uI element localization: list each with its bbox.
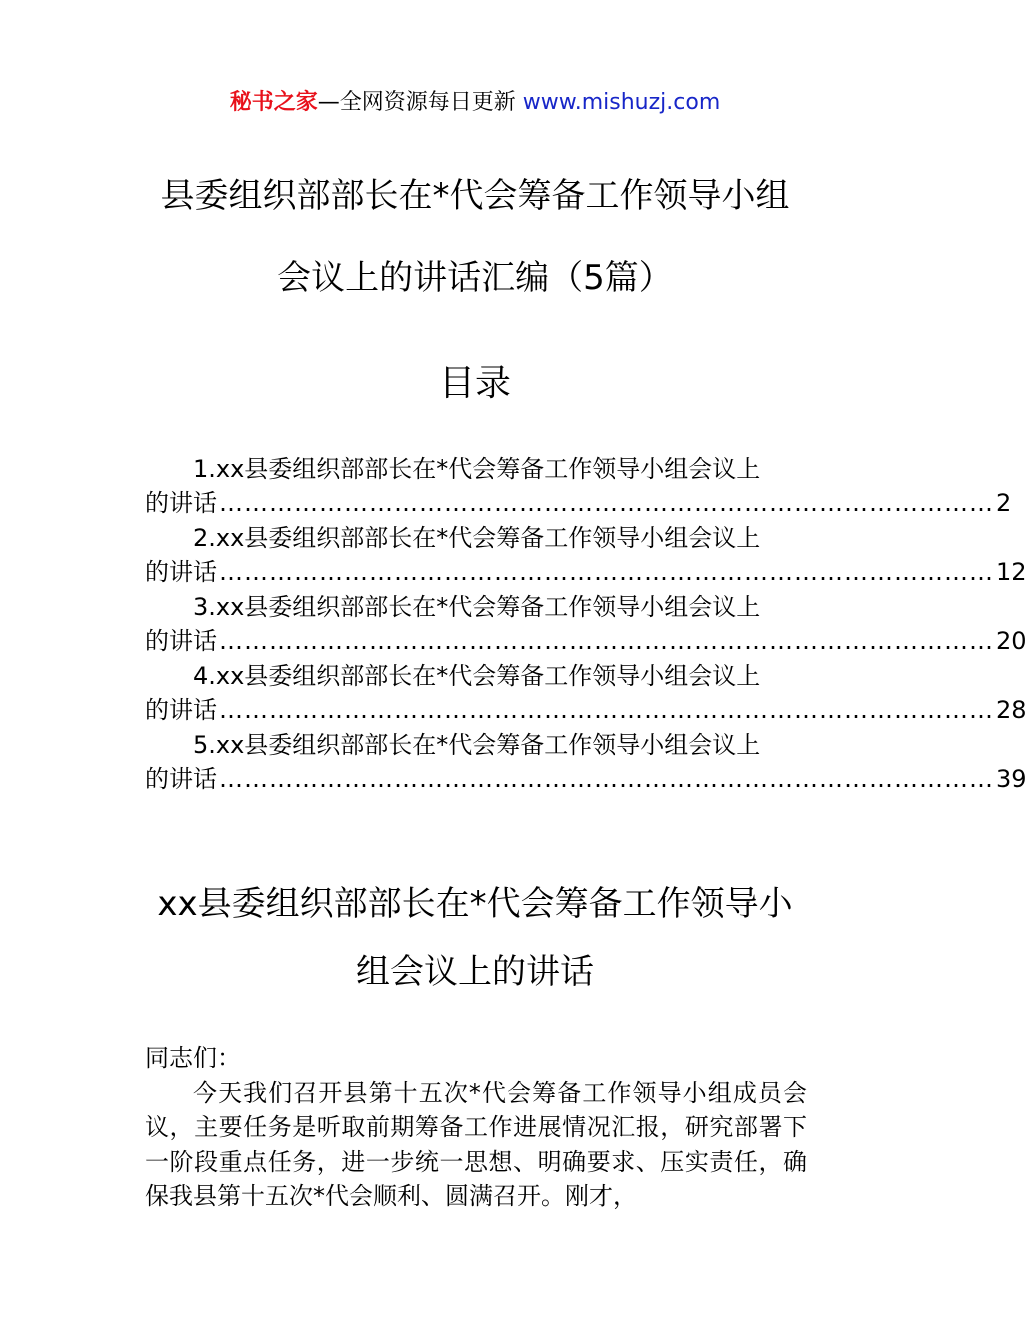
toc-entry-title: 5.xx县委组织部部长在*代会筹备工作领导小组会议上 bbox=[193, 731, 761, 759]
toc-entry[interactable] bbox=[145, 452, 1012, 521]
toc-leader-dots: ………………………………………………………………………………… bbox=[219, 627, 994, 655]
toc-heading: 目录 bbox=[438, 363, 511, 404]
toc-entry-title: 3.xx县委组织部部长在*代会筹备工作领导小组会议上 bbox=[193, 593, 761, 621]
article-salutation: 同志们： bbox=[145, 1044, 241, 1072]
article-title-line-2: 组会议上的讲话 bbox=[356, 952, 594, 992]
toc-page-number: 28 bbox=[996, 696, 1027, 724]
toc-entry-title-cont: 的讲话 bbox=[145, 765, 217, 793]
toc-page-number: 39 bbox=[996, 765, 1027, 793]
site-url-link[interactable]: www.mishuzj.com bbox=[522, 90, 721, 115]
toc-entry-title: 4.xx县委组织部部长在*代会筹备工作领导小组会议上 bbox=[193, 662, 761, 690]
toc-leader-dots: ………………………………………………………………………………… bbox=[219, 558, 994, 586]
document-title-line-1: 县委组织部部长在*代会筹备工作领导小组 bbox=[160, 176, 790, 216]
toc-entry[interactable] bbox=[145, 659, 1027, 728]
article-paragraph: 今天我们召开县第十五次*代会筹备工作领导小组成员会议，主要任务是听取前期筹备工作进展情况汇报，研究部署下一阶段重点任务，进一步统一思想、明确要求、压实责任，确保我县第十五次*代会顺利、圆满召开。刚才， bbox=[145, 1078, 807, 1210]
toc-entry[interactable] bbox=[145, 728, 1027, 797]
toc-entry-title-cont: 的讲话 bbox=[145, 696, 217, 724]
site-brand: 秘书之家 bbox=[229, 90, 318, 115]
toc-page-number: 2 bbox=[996, 489, 1012, 517]
site-tagline: —全网资源每日更新 bbox=[317, 90, 516, 115]
toc-entry-title-cont: 的讲话 bbox=[145, 627, 217, 655]
article-body bbox=[145, 1041, 807, 1214]
toc-page-number: 20 bbox=[996, 627, 1027, 655]
toc-leader-dots: ………………………………………………………………………………… bbox=[219, 696, 994, 724]
toc-entry-title: 1.xx县委组织部部长在*代会筹备工作领导小组会议上 bbox=[193, 455, 761, 483]
article-title-line-1: xx县委组织部部长在*代会筹备工作领导小 bbox=[157, 884, 793, 924]
toc-entry-title-cont: 的讲话 bbox=[145, 558, 217, 586]
toc-leader-dots: ………………………………………………………………………………… bbox=[219, 489, 994, 517]
table-of-contents bbox=[145, 452, 1027, 797]
toc-entry[interactable] bbox=[145, 590, 1027, 659]
toc-leader-dots: ………………………………………………………………………………… bbox=[219, 765, 994, 793]
toc-entry-title: 2.xx县委组织部部长在*代会筹备工作领导小组会议上 bbox=[193, 524, 761, 552]
site-header bbox=[0, 88, 950, 118]
toc-entry[interactable] bbox=[145, 521, 1027, 590]
toc-entry-title-cont: 的讲话 bbox=[145, 489, 217, 517]
toc-page-number: 12 bbox=[996, 558, 1027, 586]
document-title-line-2: 会议上的讲话汇编（5篇） bbox=[277, 258, 673, 298]
